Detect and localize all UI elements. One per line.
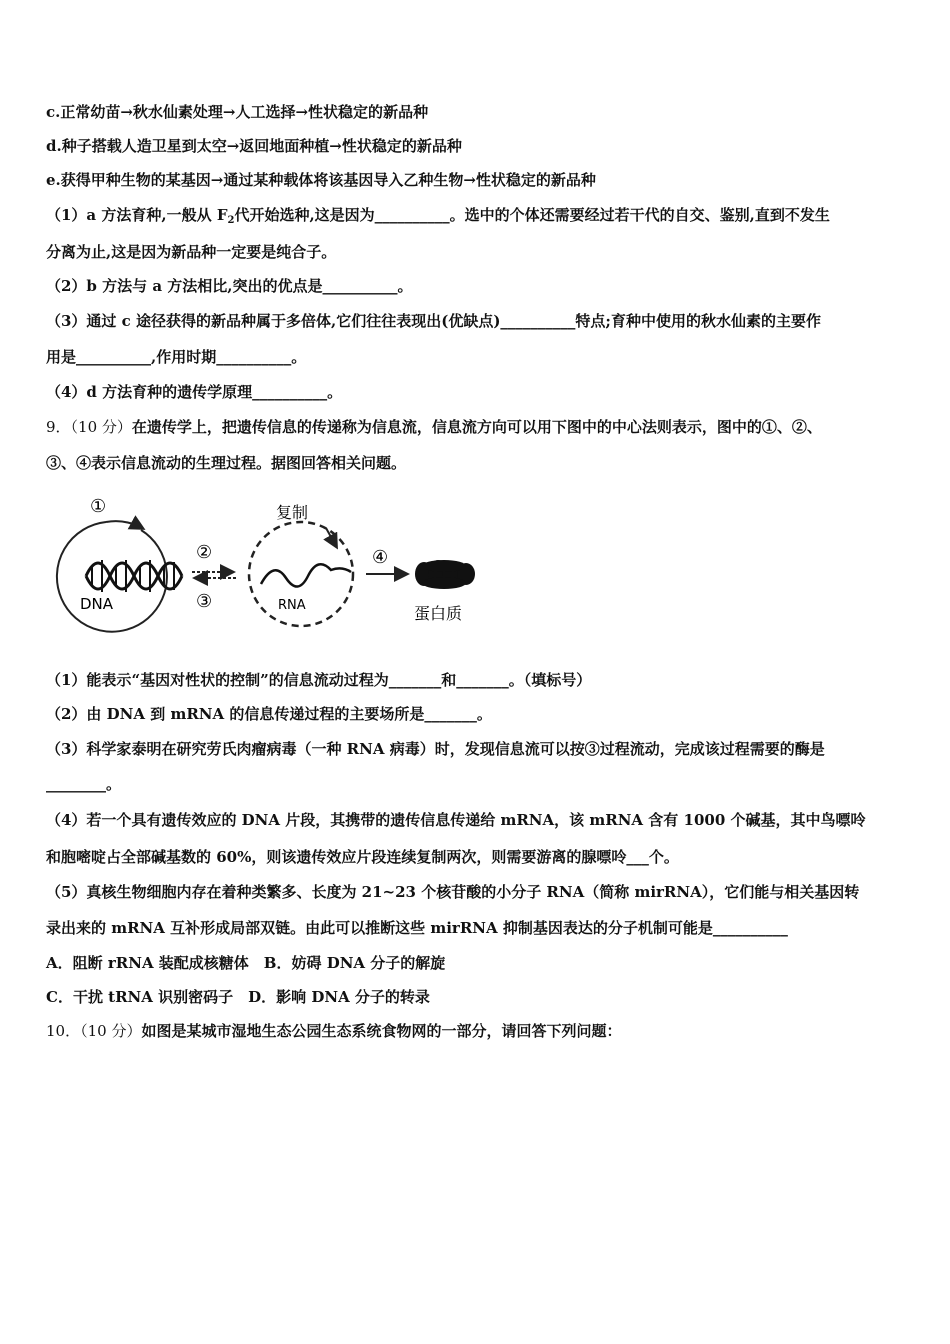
problem-9-number: 9．（10 分）: [46, 418, 132, 436]
rna-label: RNA: [278, 598, 306, 613]
label-2: ②: [196, 542, 213, 563]
question-3-line-2: 用是__________,作用时期__________。: [46, 348, 307, 366]
label-4: ④: [372, 547, 389, 568]
question-2-line: （2）b 方法与 a 方法相比,突出的优点是__________。: [46, 277, 413, 295]
method-e-line: e.获得甲种生物的某基因→通过某种载体将该基因导入乙种生物→性状稳定的新品种: [46, 171, 596, 189]
method-c-line: c.正常幼苗→秋水仙素处理→人工选择→性状稳定的新品种: [46, 103, 429, 121]
protein-icon: [415, 560, 475, 589]
q1-text-post: 代开始选种,这是因为__________。选中的个体还需要经过若干代的自交、鉴别,直到不发生: [234, 206, 830, 224]
protein-label: 蛋白质: [414, 604, 463, 623]
question-1-line-1: [46, 204, 830, 232]
label-3: ③: [196, 591, 213, 612]
problem-10-line: [46, 1020, 621, 1042]
problem-10-number: 10．（10 分）: [46, 1022, 142, 1040]
rna-strand-icon: [261, 564, 351, 586]
p9-question-3-line-1: （3）科学家泰明在研究劳氏肉瘤病毒（一种 RNA 病毒）时，发现信息流可以按③过程流动，完成该过程需要的酶是: [46, 740, 825, 758]
problem-9-line-2: ③、④表示信息流动的生理过程。据图回答相关问题。: [46, 454, 407, 472]
question-3-line-1: （3）通过 c 途径获得的新品种属于多倍体,它们往往表现出(优缺点)__________特点;育种中使用的秋水仙素的主要作: [46, 312, 821, 330]
dna-replication-arrow: [106, 521, 142, 528]
p9-question-4-line-2: 和胞嘧啶占全部碱基数的 60%，则该遗传效应片段连续复制两次，则需要游离的腺嘌呤___个。: [46, 848, 679, 866]
problem-9-text: 在遗传学上，把遗传信息的传递称为信息流，信息流方向可以用下图中的中心法则表示，图中的①、②、: [131, 418, 822, 436]
label-1: ①: [90, 496, 107, 517]
replicate-label: 复制: [276, 503, 309, 522]
p9-question-5-line-2: 录出来的 mRNA 互补形成局部双链。由此可以推断这些 mirRNA 抑制基因表达的分子机制可能是__________: [46, 919, 788, 937]
p9-question-4-line-1: （4）若一个具有遗传效应的 DNA 片段，其携带的遗传信息传递给 mRNA，该 mRNA 含有 1000 个碱基，其中鸟嘌呤: [46, 811, 866, 829]
central-dogma-diagram: [46, 488, 486, 638]
question-4-line: （4）d 方法育种的遗传学原理__________。: [46, 383, 343, 401]
option-c-d: C．干扰 tRNA 识别密码子 D．影响 DNA 分子的转录: [46, 988, 430, 1006]
option-a-b: A．阻断 rRNA 装配成核糖体 B．妨碍 DNA 分子的解旋: [46, 954, 446, 972]
p9-question-1: （1）能表示“基因对性状的控制”的信息流动过程为_______和_______。（填标号）: [46, 671, 592, 689]
problem-10-text: 如图是某城市湿地生态公园生态系统食物网的一部分，请回答下列问题：: [141, 1022, 622, 1040]
q1-text-pre: （1）a 方法育种,一般从 F: [46, 206, 228, 224]
p9-question-3-line-2: ________。: [46, 775, 122, 793]
p9-question-2: （2）由 DNA 到 mRNA 的信息传递过程的主要场所是_______。: [46, 705, 492, 723]
p9-question-5-line-1: （5）真核生物细胞内存在着种类繁多、长度为 21~23 个核苷酸的小分子 RNA（简称 mirRNA），它们能与相关基因转: [46, 883, 860, 901]
dna-label: DNA: [80, 595, 114, 613]
method-d-line: d.种子搭载人造卫星到太空→返回地面种植→性状稳定的新品种: [46, 137, 462, 155]
problem-9-line-1: [46, 416, 822, 438]
q1-subscript: 2: [227, 215, 235, 226]
question-1-line-2: 分离为止,这是因为新品种一定要是纯合子。: [46, 243, 337, 261]
